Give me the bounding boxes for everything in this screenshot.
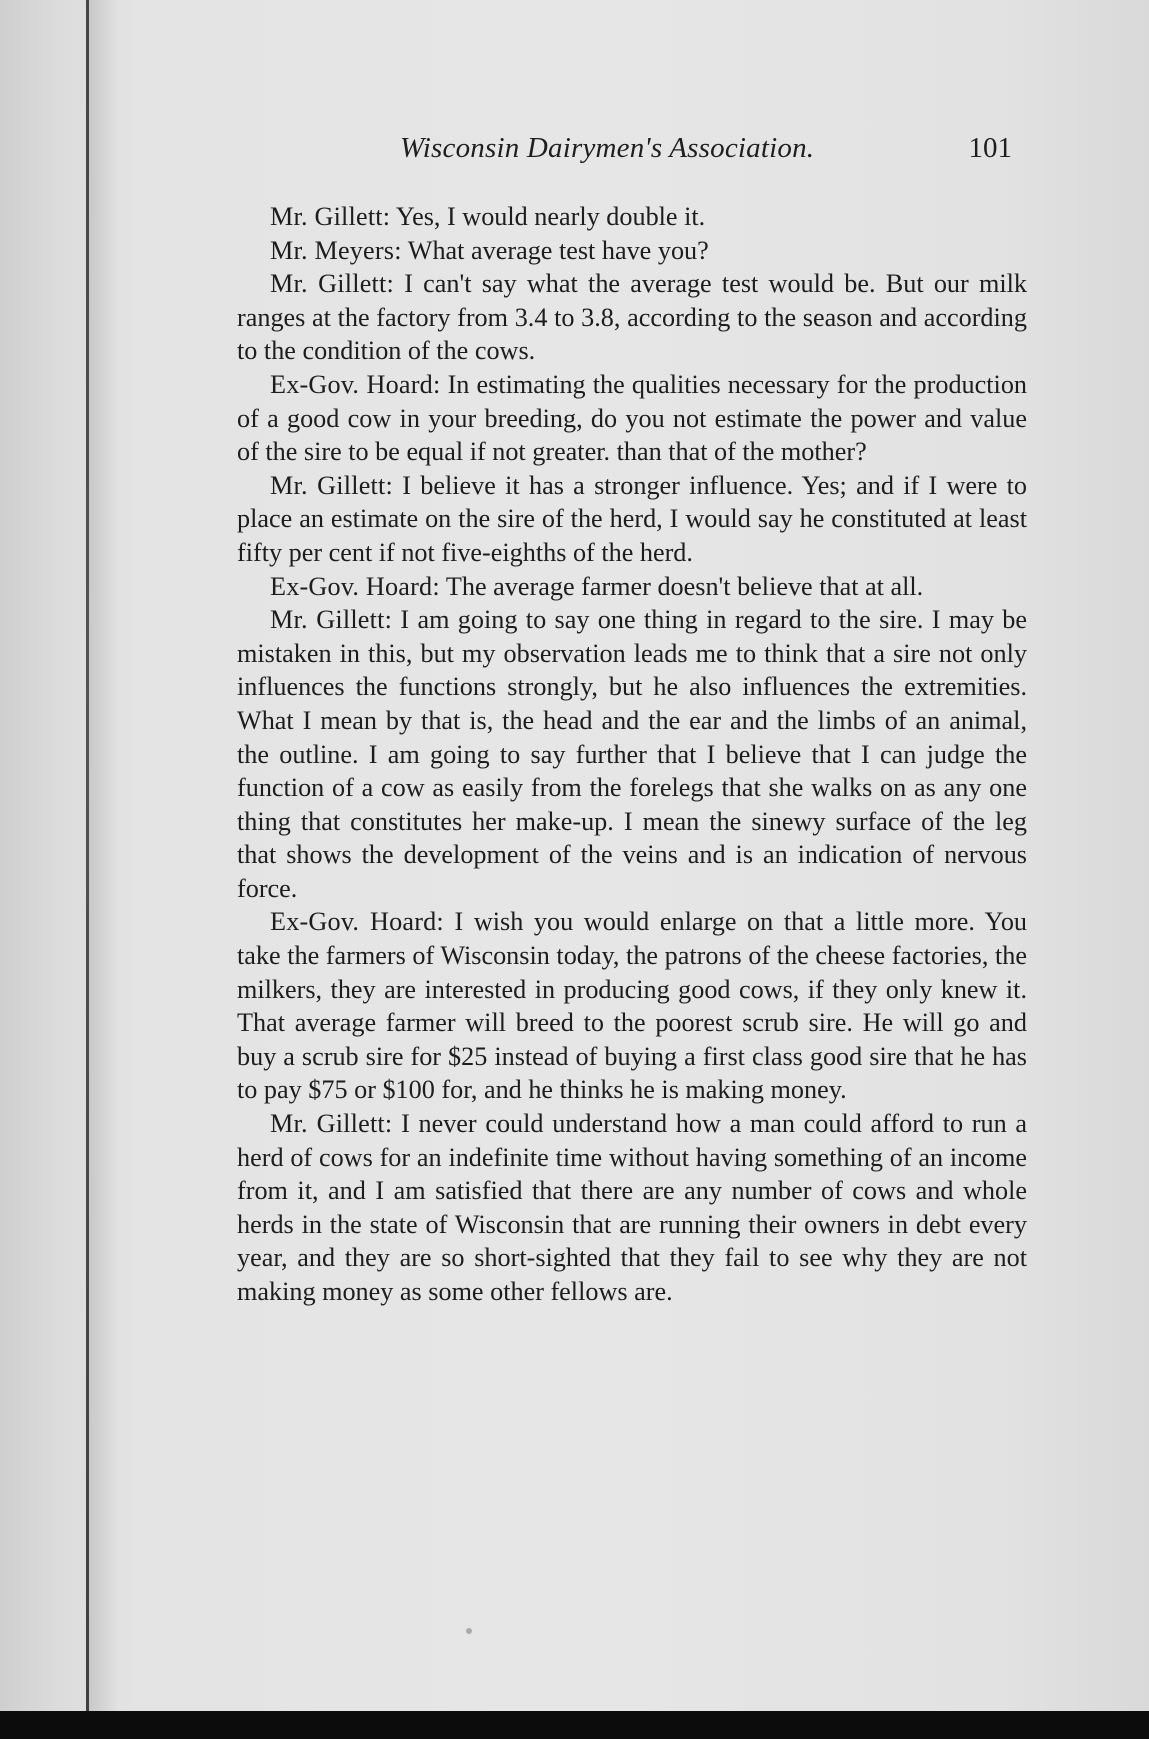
paragraph <box>237 1107 1027 1309</box>
paper-speck <box>466 1628 472 1634</box>
running-head: Wisconsin Dairymen's Association. <box>400 132 815 164</box>
paragraph <box>237 368 1027 469</box>
paragraph-text: I can't say what the average test would be. But our milk ranges at the factory from 3.4 to 3.8, according to the season and according to the condition of the cows. <box>237 269 1028 366</box>
speaker-label: Mr. Gillett: <box>270 202 391 231</box>
paragraph <box>237 469 1027 570</box>
speaker-label: Ex-Gov. Hoard: <box>270 571 440 601</box>
paragraph-text: Yes, I would nearly double it. <box>395 202 706 231</box>
binding-gutter-shadow <box>89 0 119 1739</box>
speaker-label: Mr. Gillett: <box>270 470 393 500</box>
paragraph <box>237 603 1027 905</box>
paragraph-text: I believe it has a stronger influence. Yes; and if I were to place an estimate on the sire of the herd, I would say he constituted at least fifty per cent if not five-eighths of the herd. <box>237 470 1027 567</box>
scan-bottom-border <box>0 1711 1149 1739</box>
paragraph <box>237 234 1027 268</box>
page-number: 101 <box>968 132 1012 164</box>
paragraph-text: What average test have you? <box>407 235 709 265</box>
page-header <box>400 132 1020 172</box>
paragraph-text: I am going to say one thing in regard to the sire. I may be mistaken in this, but my observation leads me to think that a sire not only influences the functions strongly, but he also influences the extremities. What I mean by that is, the head and the ear and the limbs of an animal, the outline. I am going to say further that I believe that I can judge the function of a cow as easily from the forelegs that she walks on as any one thing that constitutes her make-up. I mean the sinewy surface of the leg that shows the development of the veins and is an indication of nervous force. <box>237 605 1028 903</box>
paragraph-text: The average farmer doesn't believe that at all. <box>445 571 924 601</box>
paragraph <box>237 200 1027 234</box>
paragraph <box>237 267 1027 368</box>
speaker-label: Ex-Gov. Hoard: <box>270 369 441 399</box>
paragraph <box>237 905 1027 1107</box>
paragraph-text: I never could understand how a man could afford to run a herd of cows for an indefinite time without having something of an income from it, and I am satisfied that there are any number of cows and whole herds in the state of Wisconsin that are running their owners in debt every year, and they are so short-sighted that they fail to see why they are not making money as some other fellows are. <box>237 1109 1027 1306</box>
speaker-label: Mr. Gillett: <box>270 1109 393 1139</box>
paragraph-text: In estimating the qualities necessary for the production of a good cow in your breeding, do you not estimate the power and value of the sire to be equal if not greater. than that of the mother? <box>237 369 1028 467</box>
speaker-label: Mr. Gillett: <box>270 269 394 299</box>
body-text <box>237 200 1027 1309</box>
speaker-label: Mr. Gillett: <box>270 605 393 635</box>
speaker-label: Mr. Meyers: <box>270 235 402 265</box>
paragraph-text: I wish you would enlarge on that a little more. You take the farmers of Wisconsin today, the patrons of the cheese factories, the milkers, they are interested in producing good cows, if they only knew it. That average farmer will breed to the poorest scrub sire. He will go and buy a scrub sire for $25 instead of buying a first class good sire that he has to pay $75 or $100 for, and he thinks he is making money. <box>237 907 1028 1105</box>
paragraph <box>237 570 1027 604</box>
speaker-label: Ex-Gov. Hoard: <box>270 907 444 937</box>
